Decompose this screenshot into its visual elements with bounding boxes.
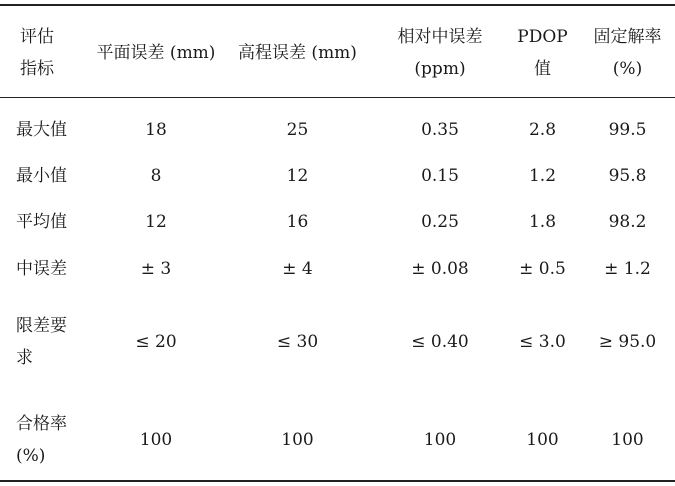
table-cell: 0.15 (421, 166, 459, 186)
table-cell: ≤ 0.40 (411, 332, 469, 352)
table-cell: 100 (281, 430, 314, 450)
row-label: 限差要 求 (16, 316, 67, 368)
table-cell: 16 (286, 212, 309, 232)
table-top-rule (0, 4, 675, 6)
table-row-tolerance (0, 305, 675, 379)
table-cell: 12 (145, 212, 167, 232)
header-cell-pdop: PDOP 值 (517, 27, 568, 79)
table-cell: 100 (526, 430, 559, 450)
table-cell: ± 1.2 (604, 259, 651, 279)
table-cell: 95.8 (608, 166, 647, 186)
row-label: 最大值 (16, 120, 67, 140)
table-cell: 12 (286, 166, 309, 186)
table-cell: 100 (611, 430, 644, 450)
table-row-max (0, 110, 675, 150)
table-cell: 1.2 (528, 166, 557, 186)
table-cell: ± 3 (140, 259, 172, 279)
table-cell: ≤ 20 (135, 332, 177, 352)
table-cell: ± 0.08 (411, 259, 469, 279)
table-cell: ≤ 3.0 (519, 332, 566, 352)
table-cell: 100 (139, 430, 173, 450)
table-cell: 1.8 (528, 212, 557, 232)
table-cell: 2.8 (528, 120, 557, 140)
table-cell: 98.2 (608, 212, 647, 232)
table-cell: 0.25 (421, 212, 459, 232)
header-cell-height-error: 高程误差 (mm) (238, 43, 357, 63)
header-cell-fix-rate: 固定解率 (%) (593, 27, 662, 79)
table-cell: 18 (145, 120, 167, 140)
table-bottom-rule (0, 480, 675, 482)
table-header-rule (0, 97, 675, 98)
table-header-row (0, 12, 675, 94)
row-label: 中误差 (16, 259, 67, 279)
table-row-min (0, 156, 675, 196)
table-cell: ± 0.5 (519, 259, 566, 279)
table-cell: 0.35 (421, 120, 459, 140)
header-cell-plane-error: 平面误差 (mm) (96, 43, 216, 63)
table-cell: 25 (286, 120, 309, 140)
table-cell: ≤ 30 (276, 332, 319, 352)
table-cell: ± 4 (282, 259, 313, 279)
header-cell-metric: 评估 指标 (20, 27, 54, 79)
table-cell: ≥ 95.0 (598, 332, 657, 352)
row-label: 平均值 (16, 212, 67, 232)
row-label: 合格率 (%) (16, 414, 67, 466)
row-label: 最小值 (16, 166, 67, 186)
table-cell: 100 (423, 430, 457, 450)
table-row-mean (0, 202, 675, 242)
table-cell: 99.5 (608, 120, 647, 140)
header-cell-relative-error: 相对中误差 (ppm) (397, 27, 483, 79)
table-row-rmse (0, 249, 675, 289)
table-row-pass-rate (0, 403, 675, 477)
table-cell: 8 (150, 166, 162, 186)
